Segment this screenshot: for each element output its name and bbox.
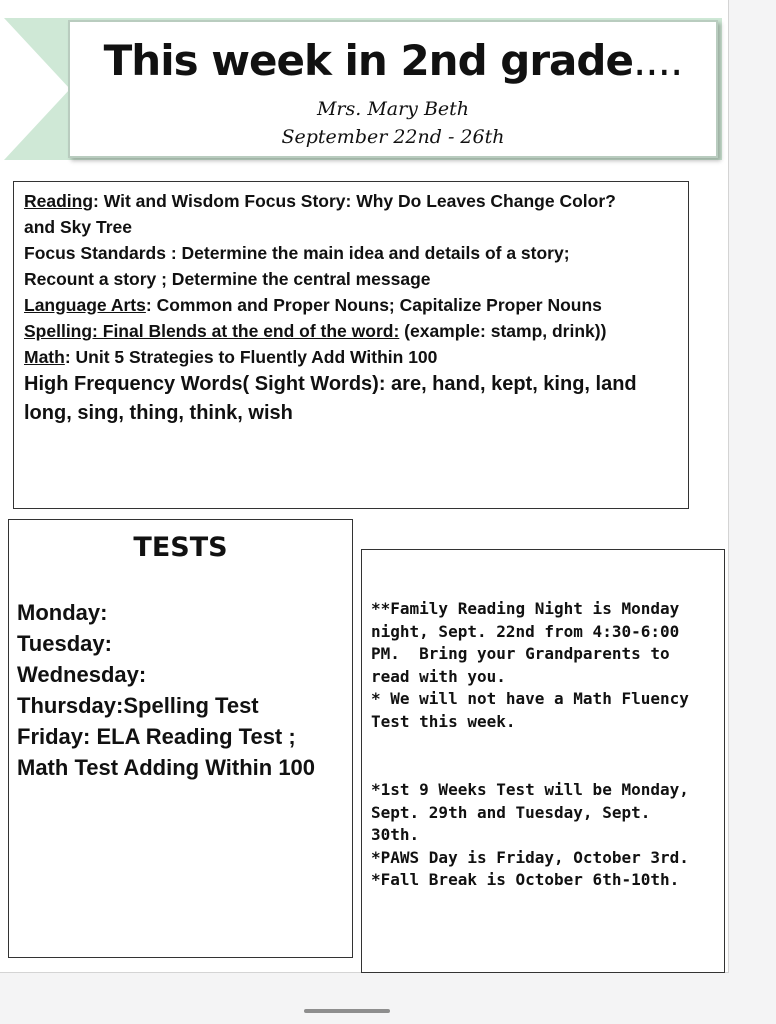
reading-line [24,188,678,214]
spelling-label: Spelling: Final Blends at the end of the word: [24,321,400,341]
test-friday: Friday: ELA Reading Test ; [17,724,296,749]
focus-standards-line-1: Focus Standards : Determine the main idea and details of a story; [24,243,570,263]
math-text: : Unit 5 Strategies to Fluently Add Within 100 [64,347,438,367]
test-tuesday: Tuesday: [17,631,112,656]
sight-words-line-2: long, sing, thing, think, wish [24,402,293,424]
reading-line-2: and Sky Tree [24,217,132,237]
math-label: Math [24,347,65,367]
test-monday: Monday: [17,600,108,625]
note-family-reading-night: **Family Reading Night is Monday night, Sept. 22nd from 4:30-6:00 PM. Bring your Grandparents to read with you. [371,599,680,686]
tests-box [8,519,353,958]
focus-standards-line-2: Recount a story ; Determine the central message [24,269,431,289]
language-arts-text: : Common and Proper Nouns; Capitalize Proper Nouns [145,295,602,315]
title-dots: .... [632,36,683,85]
test-thursday: Thursday:Spelling Test [17,693,259,718]
test-friday-math: Math Test Adding Within 100 [17,755,316,780]
week-dates: September 22nd - 26th [281,126,505,148]
test-wednesday: Wednesday: [17,662,147,687]
title-text: This week in 2nd grade [103,36,633,85]
reading-label: Reading [24,191,94,211]
spelling-text: (example: stamp, drink)) [399,321,607,341]
tests-title: TESTS [133,532,228,563]
spelling-line [24,318,678,344]
teacher-name: Mrs. Mary Beth [316,98,470,120]
language-arts-line [24,292,678,318]
language-arts-label: Language Arts [24,295,146,315]
reading-text: : Wit and Wisdom Focus Story: Why Do Leaves Change Color? [93,191,616,211]
note-fall-break: *Fall Break is October 6th-10th. [371,870,680,889]
page-title [70,36,716,85]
spacer [371,733,716,779]
note-math-fluency: * We will not have a Math Fluency Test this week. [371,689,689,731]
note-paws-day: *PAWS Day is Friday, October 3rd. [371,847,689,867]
home-indicator-bar[interactable] [304,1009,390,1013]
curriculum-box [13,181,689,509]
math-line [24,344,678,370]
sight-words-line-1: High Frequency Words( Sight Words): are, hand, kept, king, land [24,373,637,395]
announcements-box [361,549,725,973]
header-banner [68,20,718,158]
note-nine-weeks-test: *1st 9 Weeks Test will be Monday, Sept. 29th and Tuesday, Sept. 30th. [371,780,689,844]
